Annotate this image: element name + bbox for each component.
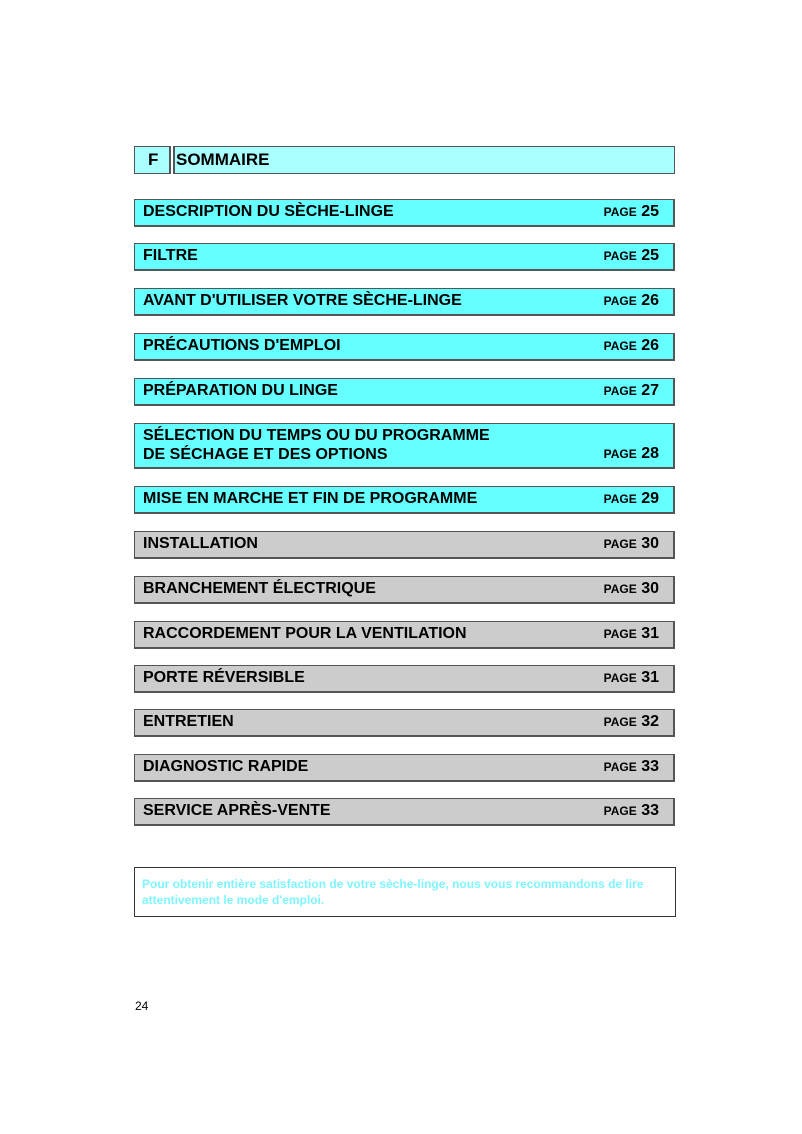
page-number: 33 xyxy=(641,758,659,775)
toc-entry-page xyxy=(604,444,659,464)
toc-entry-page xyxy=(604,336,659,356)
toc-entry-page xyxy=(604,489,659,509)
toc-entry-page xyxy=(604,381,659,401)
toc-entry-filtre[interactable] xyxy=(134,243,675,271)
toc-entry-page xyxy=(604,712,659,732)
toc-entry-porte[interactable] xyxy=(134,665,675,693)
page-word: PAGE xyxy=(603,294,637,308)
page-word: PAGE xyxy=(603,384,637,398)
page-number: 28 xyxy=(641,445,659,462)
toc-entry-page xyxy=(604,668,659,688)
page-number: 29 xyxy=(641,490,659,507)
page-number: 26 xyxy=(641,292,659,309)
toc-entry-label: INSTALLATION xyxy=(143,535,258,552)
toc-entry-label: DIAGNOSTIC RAPIDE xyxy=(143,758,309,775)
toc-entry-mise-en-marche[interactable] xyxy=(134,486,675,514)
page-word: PAGE xyxy=(603,627,637,641)
page-title: SOMMAIRE xyxy=(173,146,675,174)
toc-entry-installation[interactable] xyxy=(134,531,675,559)
page-number: 30 xyxy=(641,580,659,597)
toc-entry-label: PRÉPARATION DU LINGE xyxy=(143,382,338,399)
toc-entry-label: DESCRIPTION DU SÈCHE-LINGE xyxy=(143,203,394,220)
page-number: 30 xyxy=(641,535,659,552)
page-number: 31 xyxy=(641,625,659,642)
toc-entry-label-line2: DE SÉCHAGE ET DES OPTIONS xyxy=(143,446,388,463)
section-header xyxy=(134,146,675,174)
toc-entry-service[interactable] xyxy=(134,798,675,826)
toc-entry-page xyxy=(604,757,659,777)
page-number: 26 xyxy=(641,337,659,354)
toc-entry-label: AVANT D'UTILISER VOTRE SÈCHE-LINGE xyxy=(143,292,462,309)
page-number: 25 xyxy=(641,247,659,264)
toc-entry-label: RACCORDEMENT POUR LA VENTILATION xyxy=(143,625,467,642)
toc-entry-raccordement[interactable] xyxy=(134,621,675,649)
toc-entry-label: SERVICE APRÈS-VENTE xyxy=(143,802,331,819)
toc-entry-preparation[interactable] xyxy=(134,378,675,406)
toc-entry-label: MISE EN MARCHE ET FIN DE PROGRAMME xyxy=(143,490,478,507)
page-word: PAGE xyxy=(603,205,637,219)
page-word: PAGE xyxy=(603,582,637,596)
toc-entry-diagnostic[interactable] xyxy=(134,754,675,782)
page-word: PAGE xyxy=(603,537,637,551)
page-word: PAGE xyxy=(603,339,637,353)
toc-entry-avant-utiliser[interactable] xyxy=(134,288,675,316)
page-word: PAGE xyxy=(603,249,637,263)
toc-entry-label: ENTRETIEN xyxy=(143,713,234,730)
page-word: PAGE xyxy=(603,760,637,774)
toc-entry-label: FILTRE xyxy=(143,247,198,264)
toc-entry-selection[interactable] xyxy=(134,423,675,469)
page-word: PAGE xyxy=(603,671,637,685)
page-number: 31 xyxy=(641,669,659,686)
toc-entry-page xyxy=(604,534,659,554)
toc-entry-label-line1: SÉLECTION DU TEMPS OU DU PROGRAMME xyxy=(143,427,490,444)
section-letter: F xyxy=(134,146,171,174)
toc-entry-page xyxy=(604,202,659,222)
toc-entry-page xyxy=(604,801,659,821)
note-text: Pour obtenir entière satisfaction de votre sèche-linge, nous vous recommandons de lire attentivement le mode d'emploi. xyxy=(142,877,644,907)
toc-entry-page xyxy=(604,624,659,644)
page-word: PAGE xyxy=(603,804,637,818)
page-word: PAGE xyxy=(603,492,637,506)
page-number: 25 xyxy=(641,203,659,220)
page-number: 32 xyxy=(641,713,659,730)
page-number: 33 xyxy=(641,802,659,819)
page-word: PAGE xyxy=(603,715,637,729)
toc-entry-label xyxy=(143,426,490,464)
toc-entry-page xyxy=(604,579,659,599)
note-box xyxy=(134,867,676,917)
toc-entry-page xyxy=(604,291,659,311)
toc-entry-label: BRANCHEMENT ÉLECTRIQUE xyxy=(143,580,376,597)
toc-entry-page xyxy=(604,246,659,266)
toc-entry-description[interactable] xyxy=(134,199,675,227)
toc-entry-entretien[interactable] xyxy=(134,709,675,737)
toc-entry-precautions[interactable] xyxy=(134,333,675,361)
page-number: 27 xyxy=(641,382,659,399)
toc-entry-branchement[interactable] xyxy=(134,576,675,604)
page-word: PAGE xyxy=(603,447,637,461)
page-number-footer: 24 xyxy=(135,999,149,1013)
toc-entry-label: PORTE RÉVERSIBLE xyxy=(143,669,305,686)
toc-entry-label: PRÉCAUTIONS D'EMPLOI xyxy=(143,337,341,354)
